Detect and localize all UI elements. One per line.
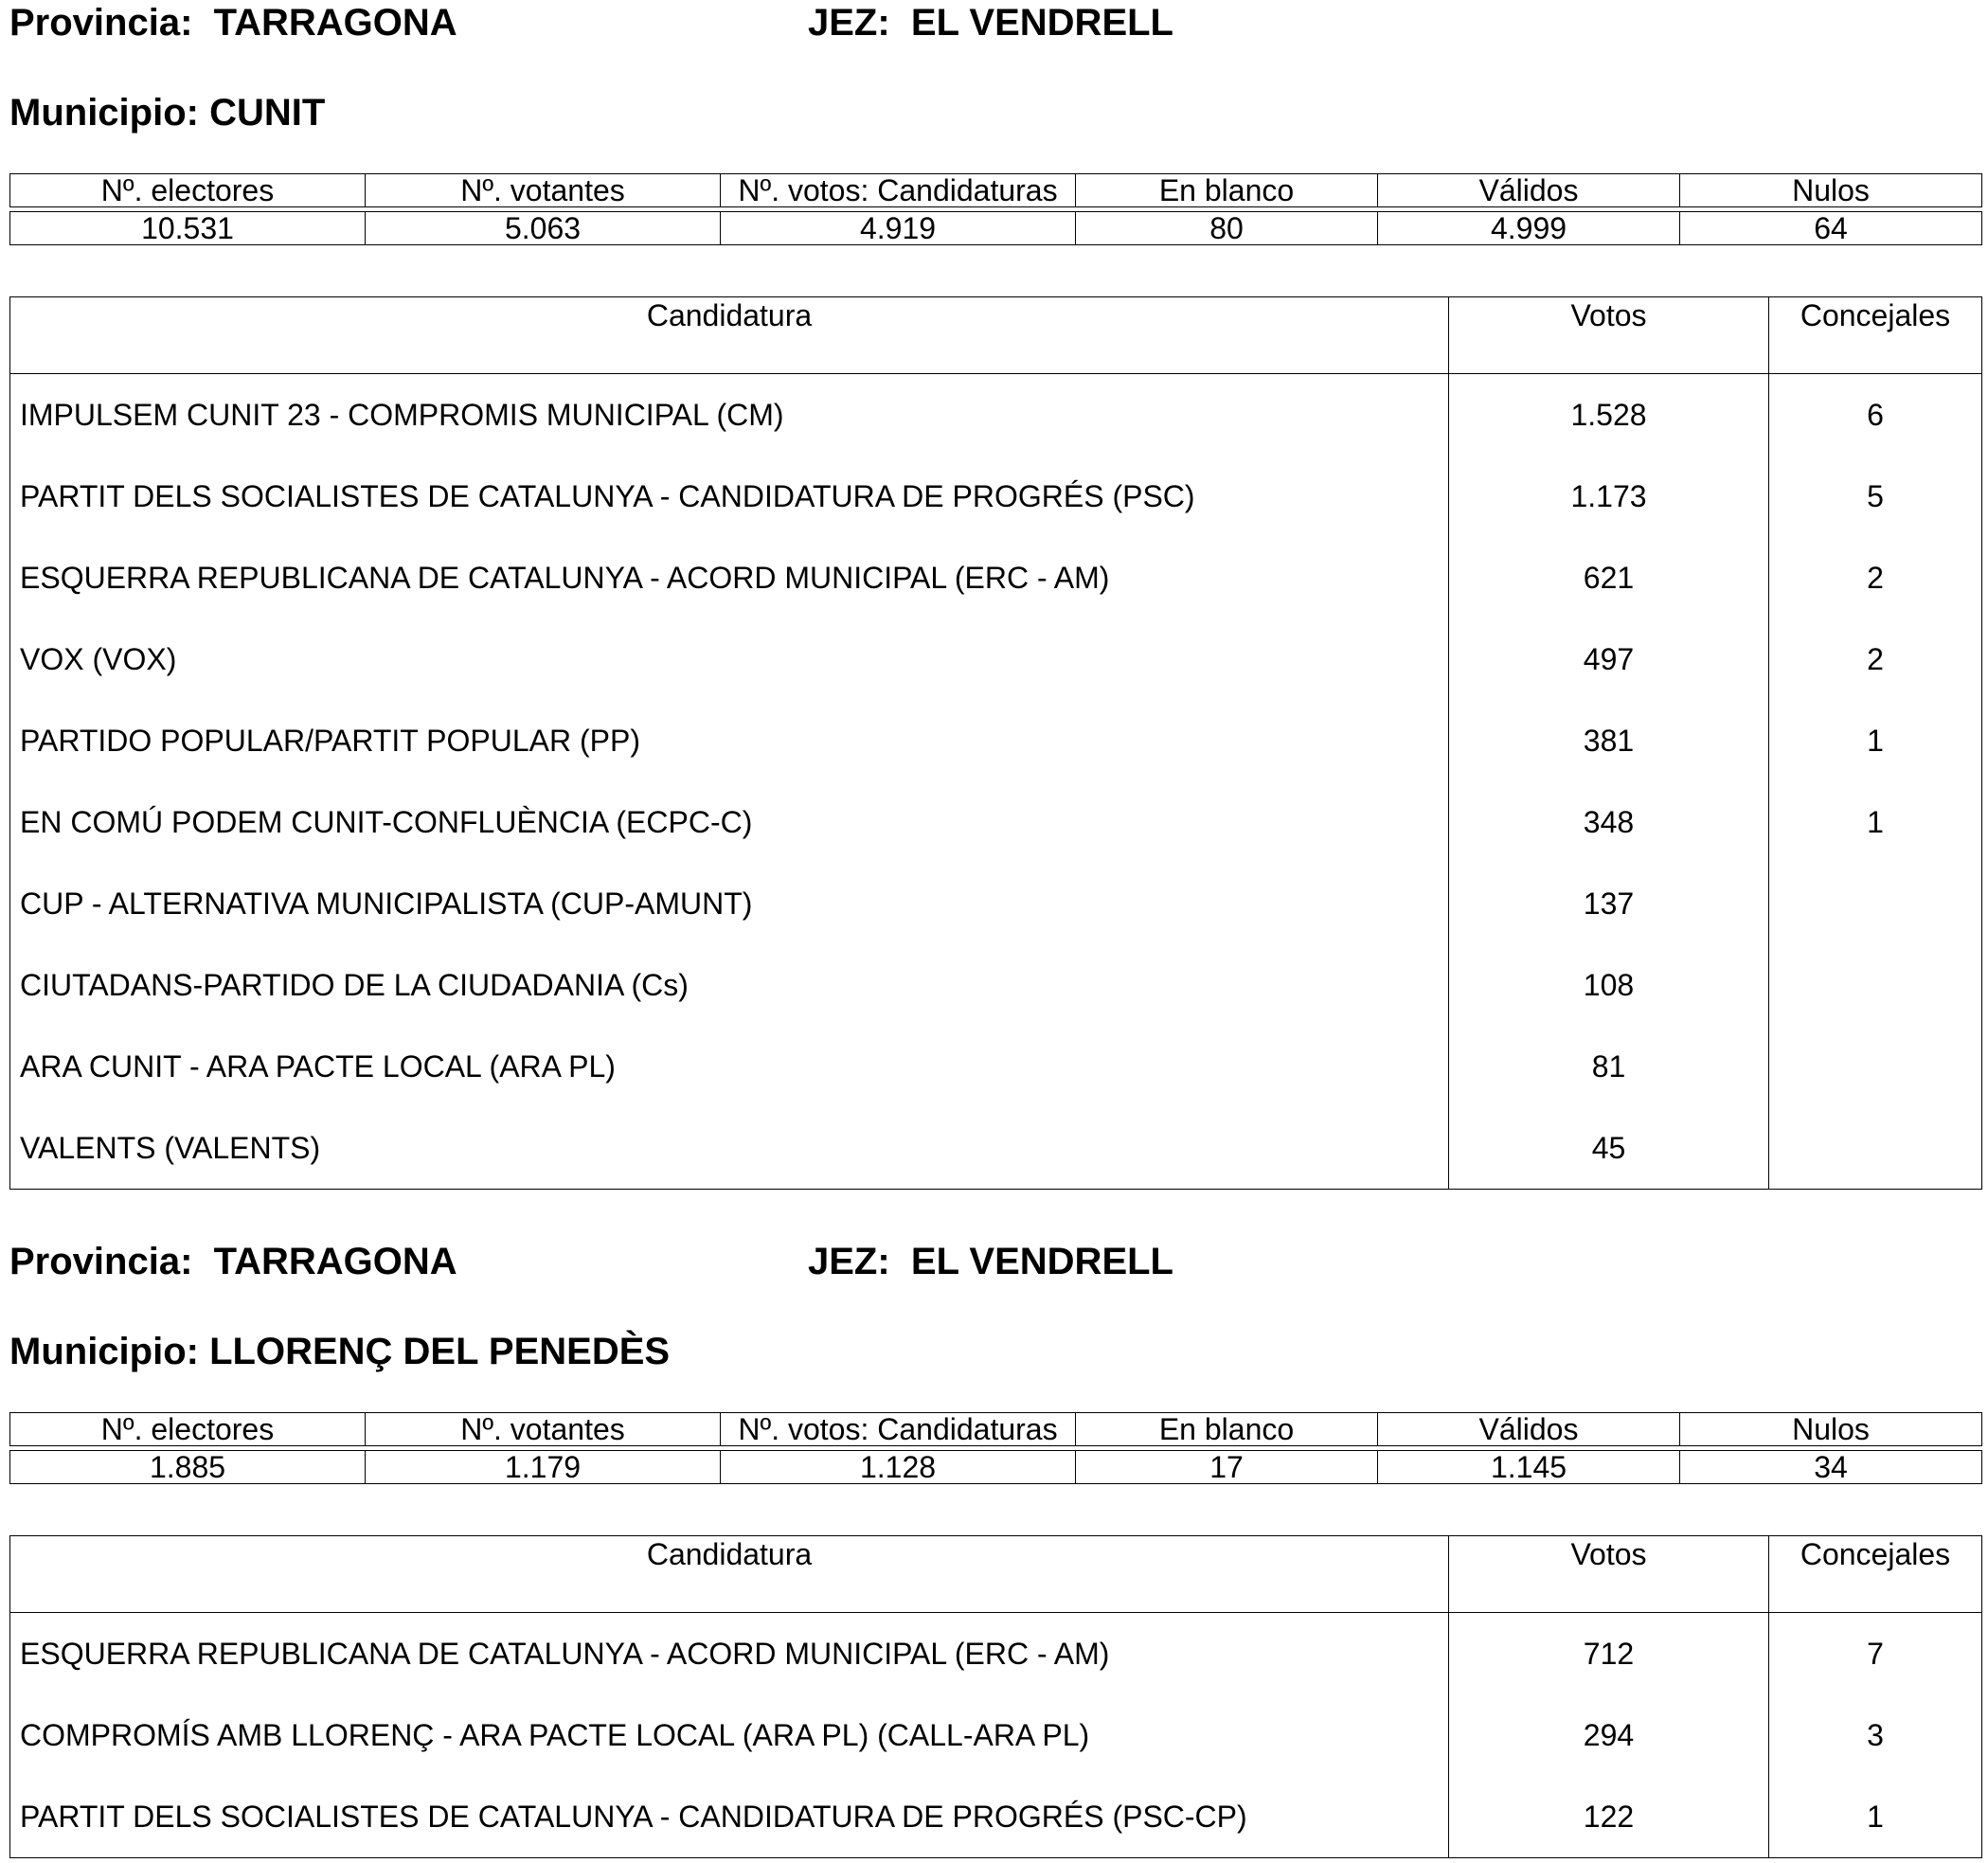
table-row bbox=[10, 374, 1982, 457]
provincia-heading bbox=[9, 0, 457, 45]
table-row bbox=[10, 1107, 1982, 1190]
provincia-label: Provincia: bbox=[9, 1241, 193, 1282]
table-row bbox=[10, 944, 1982, 1026]
summary-value-cell: 1.885 bbox=[10, 1451, 366, 1484]
summary-header-cell: Nº. votantes bbox=[366, 1413, 721, 1446]
results-header-cell: Concejales bbox=[1769, 1536, 1982, 1613]
party-name: PARTIT DELS SOCIALISTES DE CATALUNYA - CANDIDATURA DE PROGRÉS (PSC-CP) bbox=[20, 1799, 1247, 1834]
table-row bbox=[10, 618, 1982, 700]
summary-value-cell: 4.919 bbox=[721, 212, 1076, 245]
party-votes: 108 bbox=[1449, 944, 1769, 1026]
party-votes: 497 bbox=[1449, 618, 1769, 700]
summary-value-cell: 4.999 bbox=[1378, 212, 1680, 245]
party-votes: 712 bbox=[1449, 1613, 1769, 1695]
party-seats bbox=[1769, 944, 1982, 1026]
party-seats: 6 bbox=[1769, 374, 1982, 457]
results-header-cell: Votos bbox=[1449, 297, 1769, 374]
party-seats: 3 bbox=[1769, 1694, 1982, 1776]
results-header-cell: Votos bbox=[1449, 1536, 1769, 1613]
municipio-value: CUNIT bbox=[209, 92, 326, 134]
summary-value-cell: 34 bbox=[1680, 1451, 1982, 1484]
summary-header-cell: Nº. votos: Candidaturas bbox=[721, 174, 1076, 207]
table-row bbox=[10, 1026, 1982, 1107]
jez-value: EL VENDRELL bbox=[910, 1241, 1173, 1282]
party-votes: 381 bbox=[1449, 700, 1769, 781]
table-row bbox=[10, 781, 1982, 863]
party-seats: 1 bbox=[1769, 700, 1982, 781]
summary-header-cell: En blanco bbox=[1076, 174, 1378, 207]
municipio-heading bbox=[9, 90, 325, 135]
summary-header-cell: Nº. electores bbox=[10, 1413, 366, 1446]
table-row bbox=[10, 1776, 1982, 1858]
summary-value-cell: 17 bbox=[1076, 1451, 1378, 1484]
summary-header-cell: Nulos bbox=[1680, 1413, 1982, 1446]
summary-table bbox=[9, 173, 1982, 245]
jez-heading bbox=[808, 1239, 1173, 1284]
jez-label: JEZ: bbox=[808, 2, 890, 44]
party-seats: 7 bbox=[1769, 1613, 1982, 1695]
party-votes: 294 bbox=[1449, 1694, 1769, 1776]
summary-value-cell: 1.145 bbox=[1378, 1451, 1680, 1484]
party-name: VALENTS (VALENTS) bbox=[20, 1130, 321, 1165]
municipio-label: Municipio: bbox=[9, 92, 199, 134]
provincia-value: TARRAGONA bbox=[213, 1241, 457, 1282]
summary-value-row bbox=[10, 1451, 1982, 1484]
jez-value: EL VENDRELL bbox=[910, 2, 1173, 44]
party-seats: 2 bbox=[1769, 537, 1982, 618]
summary-value-cell: 1.179 bbox=[366, 1451, 721, 1484]
jez-heading bbox=[808, 0, 1173, 45]
party-seats bbox=[1769, 1107, 1982, 1190]
party-name: VOX (VOX) bbox=[20, 641, 177, 676]
results-header-cell: Concejales bbox=[1769, 297, 1982, 374]
party-votes: 81 bbox=[1449, 1026, 1769, 1107]
summary-header-cell: Válidos bbox=[1378, 1413, 1680, 1446]
summary-value-row bbox=[10, 212, 1982, 245]
summary-header-row bbox=[10, 174, 1982, 207]
party-name: COMPROMÍS AMB LLORENÇ - ARA PACTE LOCAL (ARA PL) (CALL-ARA PL) bbox=[20, 1717, 1090, 1752]
summary-table bbox=[9, 1412, 1982, 1484]
party-name: CIUTADANS-PARTIDO DE LA CIUDADANIA (Cs) bbox=[20, 967, 689, 1002]
table-row bbox=[10, 700, 1982, 781]
party-name: ESQUERRA REPUBLICANA DE CATALUNYA - ACORD MUNICIPAL (ERC - AM) bbox=[20, 560, 1110, 595]
summary-value-cell: 64 bbox=[1680, 212, 1982, 245]
table-row bbox=[10, 863, 1982, 944]
party-seats bbox=[1769, 1026, 1982, 1107]
party-votes: 621 bbox=[1449, 537, 1769, 618]
summary-value-cell: 10.531 bbox=[10, 212, 366, 245]
summary-header-cell: En blanco bbox=[1076, 1413, 1378, 1446]
table-row bbox=[10, 1613, 1982, 1695]
party-name: PARTIT DELS SOCIALISTES DE CATALUNYA - CANDIDATURA DE PROGRÉS (PSC) bbox=[20, 478, 1195, 513]
provincia-value: TARRAGONA bbox=[213, 2, 457, 44]
party-name: CUP - ALTERNATIVA MUNICIPALISTA (CUP-AMUNT) bbox=[20, 886, 753, 921]
summary-value-cell: 5.063 bbox=[366, 212, 721, 245]
party-name: IMPULSEM CUNIT 23 - COMPROMIS MUNICIPAL (CM) bbox=[20, 397, 784, 432]
summary-header-cell: Nº. electores bbox=[10, 174, 366, 207]
results-table bbox=[9, 1535, 1982, 1858]
party-votes: 1.173 bbox=[1449, 456, 1769, 537]
summary-header-row bbox=[10, 1413, 1982, 1446]
results-header-cell: Candidatura bbox=[10, 297, 1449, 374]
party-votes: 122 bbox=[1449, 1776, 1769, 1858]
party-seats: 1 bbox=[1769, 1776, 1982, 1858]
party-votes: 348 bbox=[1449, 781, 1769, 863]
party-seats: 1 bbox=[1769, 781, 1982, 863]
municipio-heading bbox=[9, 1329, 670, 1374]
provincia-heading bbox=[9, 1239, 457, 1284]
party-votes: 1.528 bbox=[1449, 374, 1769, 457]
results-header-row bbox=[10, 1536, 1982, 1613]
summary-value-cell: 80 bbox=[1076, 212, 1378, 245]
municipio-label: Municipio: bbox=[9, 1331, 199, 1372]
table-row bbox=[10, 456, 1982, 537]
summary-header-cell: Nº. votos: Candidaturas bbox=[721, 1413, 1076, 1446]
provincia-label: Provincia: bbox=[9, 2, 193, 44]
table-row bbox=[10, 1694, 1982, 1776]
party-seats bbox=[1769, 863, 1982, 944]
party-seats: 2 bbox=[1769, 618, 1982, 700]
summary-header-cell: Nulos bbox=[1680, 174, 1982, 207]
party-votes: 137 bbox=[1449, 863, 1769, 944]
jez-label: JEZ: bbox=[808, 1241, 890, 1282]
party-seats: 5 bbox=[1769, 456, 1982, 537]
table-row bbox=[10, 537, 1982, 618]
party-name: EN COMÚ PODEM CUNIT-CONFLUÈNCIA (ECPC-C) bbox=[20, 804, 753, 839]
summary-header-cell: Nº. votantes bbox=[366, 174, 721, 207]
party-votes: 45 bbox=[1449, 1107, 1769, 1190]
party-name: ARA CUNIT - ARA PACTE LOCAL (ARA PL) bbox=[20, 1048, 616, 1084]
party-name: ESQUERRA REPUBLICANA DE CATALUNYA - ACORD MUNICIPAL (ERC - AM) bbox=[20, 1636, 1110, 1671]
results-table bbox=[9, 296, 1982, 1190]
results-header-cell: Candidatura bbox=[10, 1536, 1449, 1613]
summary-header-cell: Válidos bbox=[1378, 174, 1680, 207]
results-header-row bbox=[10, 297, 1982, 374]
party-name: PARTIDO POPULAR/PARTIT POPULAR (PP) bbox=[20, 723, 640, 758]
summary-value-cell: 1.128 bbox=[721, 1451, 1076, 1484]
municipio-value: LLORENÇ DEL PENEDÈS bbox=[209, 1331, 671, 1372]
